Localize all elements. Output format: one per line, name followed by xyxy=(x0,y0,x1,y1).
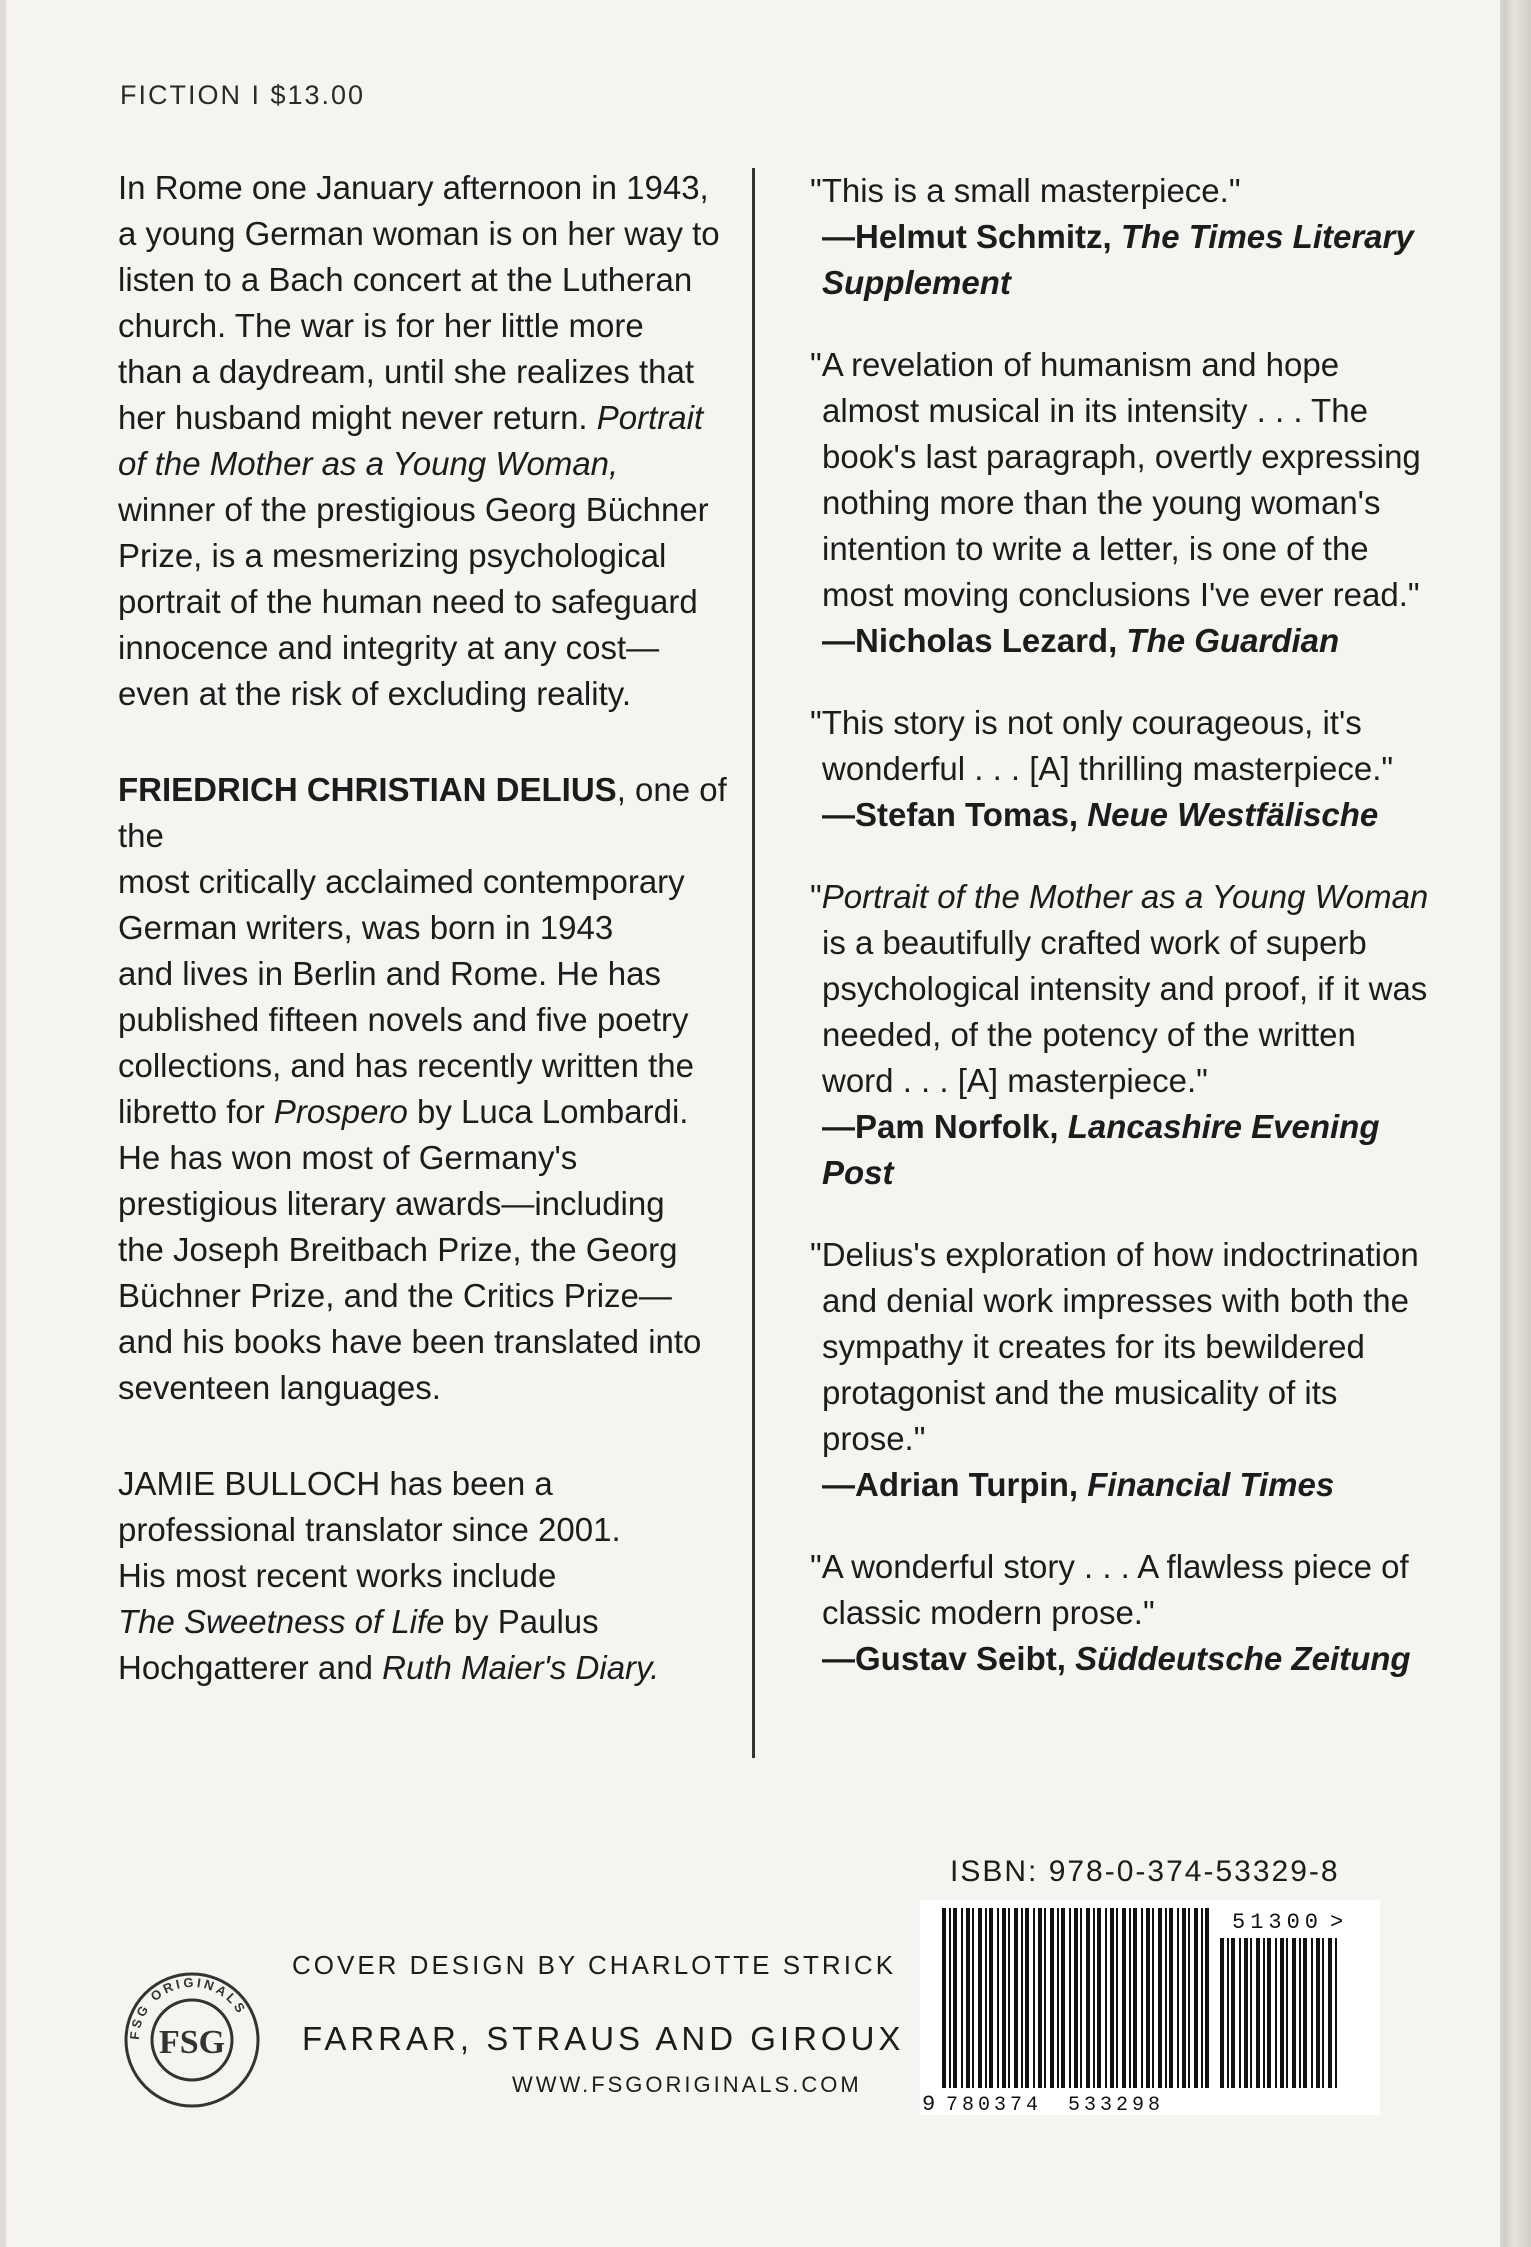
barcode-bar xyxy=(985,1908,987,2088)
barcode-bar xyxy=(1080,1908,1082,2088)
barcode-bar xyxy=(1239,1938,1241,2088)
synopsis-line: In Rome one January afternoon in 1943, xyxy=(118,169,709,206)
review-author: —Helmut Schmitz, xyxy=(822,218,1121,255)
barcode-bar xyxy=(1263,1938,1265,2088)
translator-text: by Paulus xyxy=(444,1603,599,1640)
barcode-bar xyxy=(1256,1938,1260,2088)
review-source: Lancashire Evening Post xyxy=(822,1108,1380,1191)
translator-text: Hochgatterer and xyxy=(118,1649,383,1686)
barcode-bar xyxy=(1158,1908,1162,2088)
barcode-bar xyxy=(966,1908,970,2088)
barcode-bar xyxy=(1069,1908,1071,2088)
barcode-bar xyxy=(1122,1908,1126,2088)
barcode-bar xyxy=(1146,1908,1150,2088)
barcode-bar xyxy=(1057,1908,1059,2088)
synopsis-line: winner of the prestigious Georg Büchner xyxy=(118,491,709,528)
barcode-bar xyxy=(1033,1908,1035,2088)
review-text: "This story is not only courageous, it's wonderful . . . [A] thrilling masterpiece." xyxy=(810,704,1394,787)
bio-text: libretto for xyxy=(118,1093,274,1130)
barcode-price-arrow: > xyxy=(1330,1910,1344,1935)
synopsis-line: listen to a Bach concert at the Lutheran xyxy=(118,261,693,298)
synopsis xyxy=(118,165,728,717)
review-author: —Pam Norfolk, xyxy=(822,1108,1068,1145)
barcode-bar xyxy=(1169,1908,1173,2088)
author-name: FRIEDRICH CHRISTIAN DELIUS xyxy=(118,771,617,808)
barcode-bar xyxy=(1086,1908,1090,2088)
category-price: FICTION I $13.00 xyxy=(120,80,366,110)
publisher: FARRAR, STRAUS AND GIROUX xyxy=(302,2020,905,2057)
barcode-bar xyxy=(1110,1908,1114,2088)
bio-text: , one of the xyxy=(118,771,727,854)
bio-line: the Joseph Breitbach Prize, the Georg xyxy=(118,1231,678,1268)
bio-text: by Luca Lombardi. xyxy=(407,1093,689,1130)
page-right-edge xyxy=(1503,0,1531,2247)
bio-line xyxy=(118,767,728,859)
barcode-price-code: 51300 xyxy=(1232,1910,1324,1935)
barcode-bar xyxy=(972,1908,974,2088)
barcode-bar xyxy=(1182,1908,1186,2088)
synopsis-line: even at the risk of excluding reality. xyxy=(118,675,631,712)
barcode-bar xyxy=(1316,1938,1320,2088)
barcode-bar xyxy=(1141,1908,1143,2088)
review-text: "A revelation of humanism and hope almost musical in its intensity . . . The book's last paragraph, overtly expressing nothing more than the young woman's intention to write a letter, is one of the most moving conclusions I've ever read." xyxy=(810,346,1421,613)
barcode-bar xyxy=(1152,1908,1154,2088)
translator-line xyxy=(118,1645,728,1691)
review-author: —Adrian Turpin, xyxy=(822,1466,1088,1503)
review xyxy=(810,1544,1430,1682)
barcode-bar xyxy=(1061,1908,1065,2088)
column-divider xyxy=(752,168,755,1758)
bio-line: collections, and has recently written the xyxy=(118,1047,694,1084)
barcode-bar xyxy=(1074,1908,1078,2088)
review xyxy=(810,700,1430,838)
review-attribution xyxy=(810,1636,1430,1682)
barcode-bar xyxy=(1201,1908,1203,2088)
barcode-bar xyxy=(1050,1908,1054,2088)
review-source: The Times Literary Supplement xyxy=(822,218,1414,301)
review-author: —Gustav Seibt, xyxy=(822,1640,1076,1677)
review-source: Neue Westfälische xyxy=(1087,796,1379,833)
book-title: Portrait of the Mother as a Young Woman xyxy=(821,878,1429,915)
barcode-bar xyxy=(1177,1908,1179,2088)
barcode-bar xyxy=(949,1908,951,2088)
barcode-bar xyxy=(1292,1938,1296,2088)
barcode-bar xyxy=(1116,1908,1118,2088)
review-text: "Portrait of the Mother as a Young Woman is a beautifully crafted work of superb psychological intensity and proof, if it was needed, of the potency of the written word . . . [A] masterpiece." xyxy=(810,878,1429,1099)
review-source: Süddeutsche Zeitung xyxy=(1075,1640,1411,1677)
author-bio xyxy=(118,767,728,1411)
fsg-originals-logo xyxy=(122,1970,262,2110)
bio-line: published fifteen novels and five poetry xyxy=(118,1001,689,1038)
barcode-bar xyxy=(1280,1938,1284,2088)
book-title: The Sweetness of Life xyxy=(118,1603,445,1640)
barcode-bar xyxy=(1267,1938,1271,2088)
review-source: The Guardian xyxy=(1126,622,1340,659)
translator-line: professional translator since 2001. xyxy=(118,1511,621,1548)
website: WWW.FSGORIGINALS.COM xyxy=(512,2072,862,2097)
barcode-bar xyxy=(1286,1938,1288,2088)
bio-line: seventeen languages. xyxy=(118,1369,441,1406)
barcode-bar xyxy=(1205,1908,1209,2088)
barcode-bar xyxy=(1165,1908,1167,2088)
review-attribution xyxy=(810,792,1430,838)
synopsis-line: portrait of the human need to safeguard xyxy=(118,583,698,620)
barcode-bar xyxy=(1021,1908,1023,2088)
barcode-bar xyxy=(1194,1908,1198,2088)
bio-line xyxy=(118,1089,728,1135)
translator-line: JAMIE BULLOCH has been a xyxy=(118,1465,553,1502)
review-attribution xyxy=(810,1104,1430,1196)
synopsis-line: a young German woman is on her way to xyxy=(118,215,720,252)
barcode-bar xyxy=(1093,1908,1095,2088)
isbn: ISBN: 978-0-374-53329-8 xyxy=(950,1855,1340,1888)
barcode-bar xyxy=(961,1908,963,2088)
review-text-rest: is a beautifully crafted work of superb psychological intensity and proof, if it was needed, of the potency of the written word . . . [A] masterpiece." xyxy=(822,924,1428,1099)
bio-line: and lives in Berlin and Rome. He has xyxy=(118,955,661,992)
barcode-bar xyxy=(1044,1908,1046,2088)
barcode-bar xyxy=(1008,1908,1010,2088)
translator-bio xyxy=(118,1461,728,1691)
barcode-bar xyxy=(1299,1938,1301,2088)
synopsis-line xyxy=(118,395,728,441)
barcode-bar xyxy=(953,1908,957,2088)
barcode-bar xyxy=(1328,1938,1332,2088)
barcode-bar xyxy=(1335,1938,1337,2088)
barcode-lead-digit: 9 xyxy=(922,2092,936,2115)
bio-line: German writers, was born in 1943 xyxy=(118,909,614,946)
barcode-bar xyxy=(942,1908,946,2088)
review xyxy=(810,874,1430,1196)
svg-text:FSG ORIGINALS: FSG ORIGINALS xyxy=(126,1974,250,2041)
synopsis-line: than a daydream, until she realizes that xyxy=(118,353,695,390)
barcode-bar xyxy=(997,1908,999,2088)
barcode-bar xyxy=(1244,1938,1248,2088)
review xyxy=(810,168,1430,306)
barcode-bar xyxy=(1322,1938,1324,2088)
bio-line: He has won most of Germany's xyxy=(118,1139,578,1176)
bio-line: most critically acclaimed contemporary xyxy=(118,863,685,900)
barcode-bar xyxy=(1129,1908,1131,2088)
barcode-bar xyxy=(1227,1938,1229,2088)
review xyxy=(810,342,1430,664)
fsg-monogram: FSG xyxy=(158,2024,226,2061)
bio-line: Büchner Prize, and the Critics Prize— xyxy=(118,1277,672,1314)
review-text: "A wonderful story . . . A flawless piece of classic modern prose." xyxy=(810,1548,1409,1631)
barcode-bar xyxy=(1231,1938,1235,2088)
barcode-bar xyxy=(989,1908,993,2088)
page-left-edge xyxy=(0,0,6,2247)
barcode-bar xyxy=(1133,1908,1137,2088)
left-column xyxy=(118,165,728,1741)
barcode-bar xyxy=(1014,1908,1018,2088)
barcode-bar xyxy=(1250,1938,1252,2088)
review-attribution xyxy=(810,214,1430,306)
barcode-bar xyxy=(1105,1908,1107,2088)
barcode-bar xyxy=(1188,1908,1190,2088)
review-text: "Delius's exploration of how indoctrination and denial work impresses with both the sympathy it creates for its bewildered protagonist and the musicality of its prose." xyxy=(810,1236,1419,1457)
bio-line: and his books have been translated into xyxy=(118,1323,702,1360)
synopsis-text: her husband might never return. xyxy=(118,399,588,436)
barcode-bar xyxy=(1002,1908,1006,2088)
translator-line: His most recent works include xyxy=(118,1557,557,1594)
review-author: —Nicholas Lezard, xyxy=(822,622,1127,659)
barcode-bar xyxy=(1025,1908,1029,2088)
barcode-bar xyxy=(1303,1938,1307,2088)
synopsis-line: Prize, is a mesmerizing psychological xyxy=(118,537,667,574)
review xyxy=(810,1232,1430,1508)
review-attribution xyxy=(810,1462,1430,1508)
opera-title: Prospero xyxy=(273,1093,408,1130)
bio-line: prestigious literary awards—including xyxy=(118,1185,665,1222)
reviews-column xyxy=(810,168,1430,1718)
barcode-bar xyxy=(1220,1938,1224,2088)
barcode-digits-2: 533298 xyxy=(1068,2094,1165,2115)
barcode-bar xyxy=(978,1908,982,2088)
review-source: Financial Times xyxy=(1087,1466,1335,1503)
review-author: —Stefan Tomas, xyxy=(822,796,1088,833)
barcode-digits-1: 780374 xyxy=(946,2094,1043,2115)
book-title: of the Mother as a Young Woman, xyxy=(118,445,619,482)
book-title: Portrait xyxy=(596,399,704,436)
synopsis-line: innocence and integrity at any cost— xyxy=(118,629,660,666)
synopsis-line: church. The war is for her little more xyxy=(118,307,644,344)
barcode-bar xyxy=(1275,1938,1277,2088)
review-attribution xyxy=(810,618,1430,664)
book-title: Ruth Maier's Diary. xyxy=(382,1649,660,1686)
barcode xyxy=(920,1900,1380,2115)
barcode-bar xyxy=(1311,1938,1313,2088)
cover-credit: COVER DESIGN BY CHARLOTTE STRICK xyxy=(292,1950,897,1980)
barcode-bar xyxy=(1097,1908,1101,2088)
review-text: "This is a small masterpiece." xyxy=(810,172,1241,209)
barcode-bar xyxy=(1038,1908,1042,2088)
translator-line xyxy=(118,1599,728,1645)
